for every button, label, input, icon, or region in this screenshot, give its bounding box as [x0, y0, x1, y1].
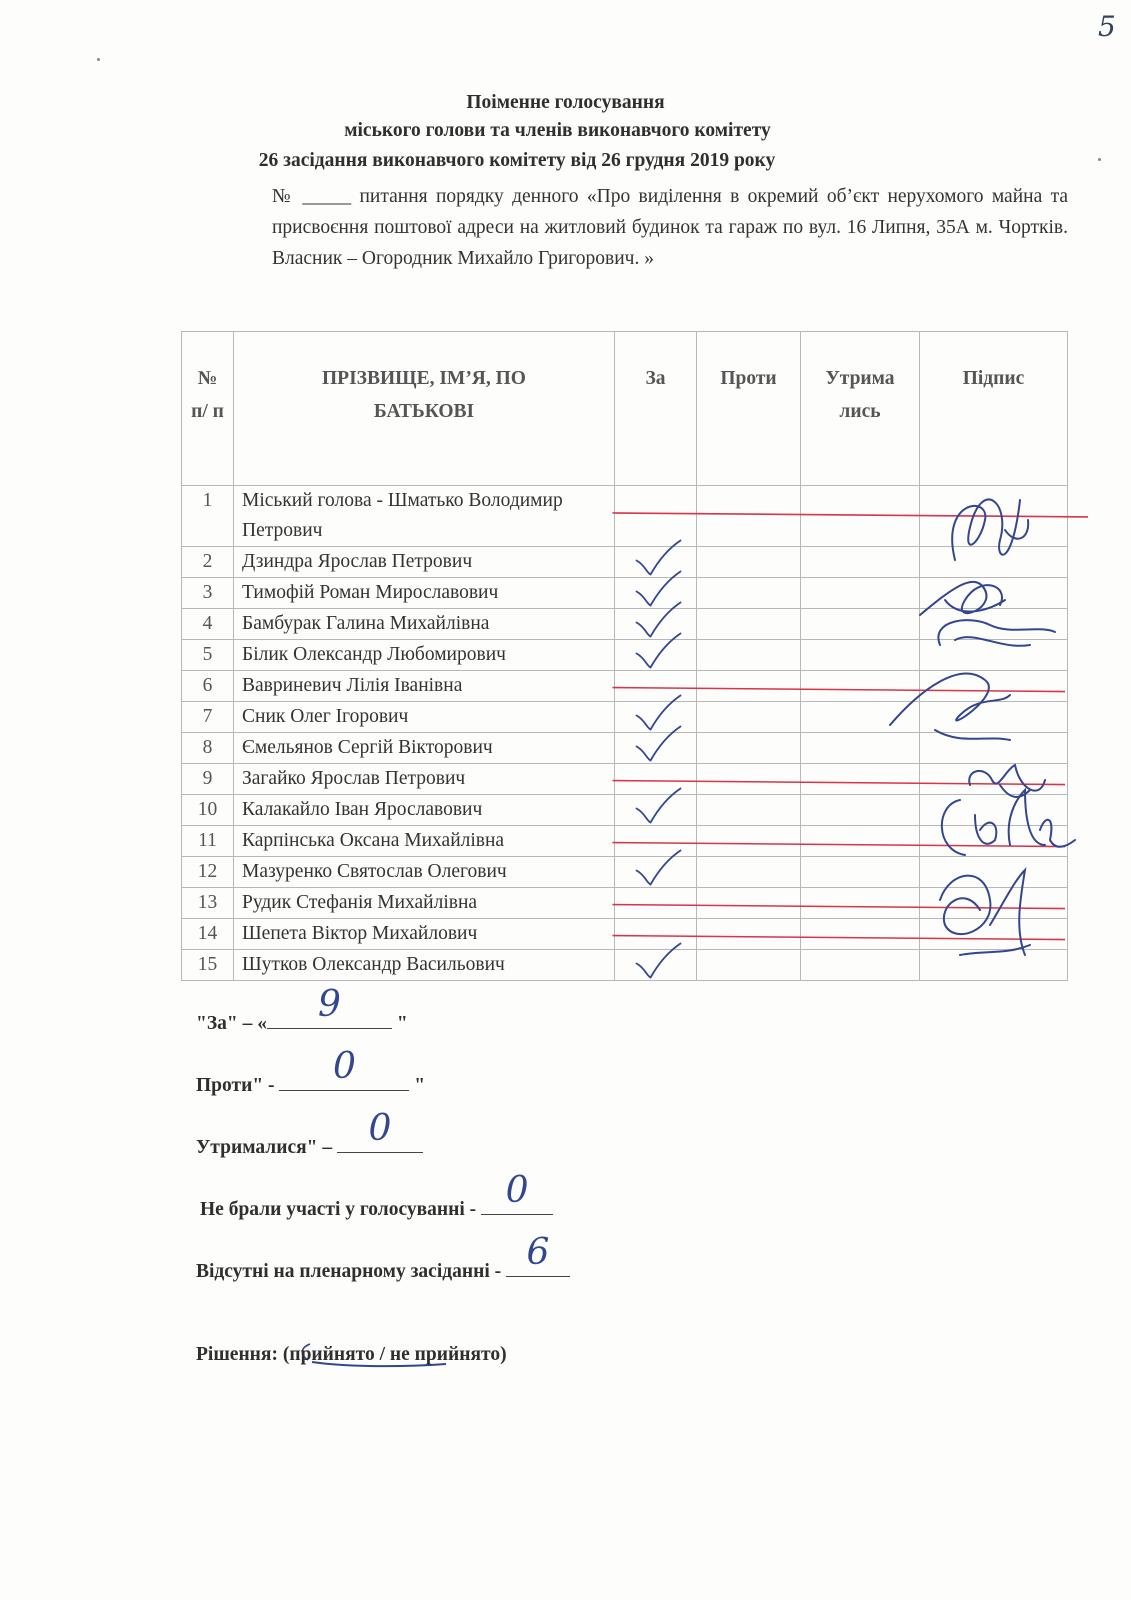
vote-for-cell — [615, 486, 697, 547]
summary-not-voted-blank — [481, 1170, 553, 1215]
vote-for-cell — [615, 888, 697, 919]
member-name: Карпінська Оксана Михайлівна — [234, 826, 615, 857]
signature-cell — [920, 486, 1068, 547]
table-row — [182, 671, 1068, 702]
member-name: Тимофій Роман Мирославович — [234, 578, 615, 609]
summary-for-close: " — [396, 1013, 408, 1034]
row-number: 7 — [182, 702, 234, 733]
vote-for-cell — [615, 950, 697, 981]
summary-absent-label: Відсутні на пленарному засіданні - — [196, 1261, 502, 1282]
member-name: Міський голова - Шматько Володимир Петрович — [234, 486, 615, 547]
vote-against-cell — [697, 919, 801, 950]
vote-abstain-cell — [801, 826, 920, 857]
vote-against-cell — [697, 733, 801, 764]
summary-not-voted-value: 0 — [505, 1170, 529, 1211]
vote-abstain-cell — [801, 640, 920, 671]
signature-cell — [920, 578, 1068, 609]
vote-abstain-cell — [801, 671, 920, 702]
header-num: № п/ п — [182, 332, 234, 486]
vote-for-cell — [615, 640, 697, 671]
summary-for-label: "За" – « — [196, 1013, 267, 1034]
table-row — [182, 795, 1068, 826]
signature-cell — [920, 671, 1068, 702]
table-row — [182, 919, 1068, 950]
vote-for-cell — [615, 826, 697, 857]
summary-for — [196, 984, 408, 1035]
member-name: Дзиндра Ярослав Петрович — [234, 547, 615, 578]
vote-against-cell — [697, 486, 801, 547]
summary-abstain-label: Утрималися" – — [196, 1137, 333, 1158]
signature-cell — [920, 640, 1068, 671]
doc-title: Поіменне голосування — [466, 92, 665, 113]
table-row — [182, 764, 1068, 795]
vote-against-cell — [697, 795, 801, 826]
row-number: 10 — [182, 795, 234, 826]
member-name: Сник Олег Ігорович — [234, 702, 615, 733]
vote-against-cell — [697, 857, 801, 888]
signature-cell — [920, 919, 1068, 950]
vote-abstain-cell — [801, 578, 920, 609]
agenda-item: № _____ питання порядку денного «Про виділення в окремий об’єкт нерухомого майна та присвоєння поштової адреси на житловий будинок та гараж по вул. 16 Липня, 35А м. Чортків. Власник – Огородник Михайло Григорович. » — [272, 186, 1068, 269]
signature-cell — [920, 826, 1068, 857]
member-name: Ємельянов Сергій Вікторович — [234, 733, 615, 764]
table-row — [182, 547, 1068, 578]
row-number: 4 — [182, 609, 234, 640]
row-number: 1 — [182, 486, 234, 547]
scan-speck — [97, 58, 100, 61]
signature-cell — [920, 702, 1068, 733]
vote-against-cell — [697, 547, 801, 578]
vote-abstain-cell — [801, 609, 920, 640]
member-name: Шутков Олександр Васильович — [234, 950, 615, 981]
table-row — [182, 578, 1068, 609]
summary-against — [196, 1046, 426, 1097]
row-number: 5 — [182, 640, 234, 671]
vote-for-cell — [615, 578, 697, 609]
vote-for-cell — [615, 671, 697, 702]
table-row — [182, 733, 1068, 764]
vote-against-cell — [697, 826, 801, 857]
vote-for-cell — [615, 609, 697, 640]
summary-for-blank — [267, 984, 392, 1029]
member-name: Шепета Віктор Михайлович — [234, 919, 615, 950]
summary-not-voted-label: Не брали участі у голосуванні - — [200, 1199, 477, 1220]
vote-for-cell — [615, 547, 697, 578]
signature-cell — [920, 733, 1068, 764]
summary-for-value: 9 — [318, 984, 341, 1025]
signature-cell — [920, 950, 1068, 981]
summary-abstain-blank — [337, 1108, 423, 1153]
signature-cell — [920, 857, 1068, 888]
row-number: 6 — [182, 671, 234, 702]
member-name: Вавриневич Лілія Іванівна — [234, 671, 615, 702]
vote-abstain-cell — [801, 486, 920, 547]
row-number: 15 — [182, 950, 234, 981]
vote-abstain-cell — [801, 857, 920, 888]
decision — [196, 1344, 507, 1366]
row-number: 14 — [182, 919, 234, 950]
vote-against-cell — [697, 578, 801, 609]
vote-against-cell — [697, 950, 801, 981]
summary-absent-blank — [506, 1232, 570, 1277]
header-signature: Підпис — [920, 332, 1068, 486]
summary-against-close: " — [414, 1075, 426, 1096]
summary-against-blank — [279, 1046, 409, 1091]
scan-speck — [1098, 158, 1101, 161]
summary-not-voted — [200, 1170, 553, 1221]
row-number: 12 — [182, 857, 234, 888]
vote-table — [181, 331, 1068, 981]
vote-against-cell — [697, 671, 801, 702]
header-against: Проти — [697, 332, 801, 486]
page-number: 5 — [1098, 10, 1116, 43]
member-name: Загайко Ярослав Петрович — [234, 764, 615, 795]
signature-cell — [920, 547, 1068, 578]
vote-for-cell — [615, 919, 697, 950]
vote-for-cell — [615, 857, 697, 888]
table-row — [182, 826, 1068, 857]
header-for: За — [615, 332, 697, 486]
summary-against-value: 0 — [332, 1046, 356, 1087]
decision-label: Рішення: — [196, 1344, 278, 1365]
signature-cell — [920, 609, 1068, 640]
table-row — [182, 609, 1068, 640]
row-number: 2 — [182, 547, 234, 578]
vote-abstain-cell — [801, 764, 920, 795]
vote-abstain-cell — [801, 950, 920, 981]
row-number: 11 — [182, 826, 234, 857]
decision-options: (прийнято / не прийнято) — [282, 1344, 507, 1365]
vote-abstain-cell — [801, 547, 920, 578]
vote-abstain-cell — [801, 919, 920, 950]
vote-abstain-cell — [801, 795, 920, 826]
table-row — [182, 486, 1068, 547]
member-name: Калакайло Іван Ярославович — [234, 795, 615, 826]
vote-abstain-cell — [801, 888, 920, 919]
vote-against-cell — [697, 640, 801, 671]
doc-subtitle: міського голови та членів виконавчого комітету — [344, 120, 771, 141]
signature-cell — [920, 888, 1068, 919]
vote-for-cell — [615, 733, 697, 764]
summary-against-label: Проти" - — [196, 1075, 275, 1096]
member-name: Мазуренко Святослав Олегович — [234, 857, 615, 888]
vote-for-cell — [615, 702, 697, 733]
vote-against-cell — [697, 888, 801, 919]
vote-against-cell — [697, 702, 801, 733]
header-name: ПРІЗВИЩЕ, ІМ’Я, ПО БАТЬКОВІ — [234, 332, 615, 486]
vote-abstain-cell — [801, 733, 920, 764]
doc-session: 26 засідання виконавчого комітету від 26 грудня 2019 року — [258, 150, 776, 171]
header-abstain: Утрима лись — [801, 332, 920, 486]
summary-absent-value: 6 — [526, 1232, 550, 1273]
table-row — [182, 950, 1068, 981]
vote-abstain-cell — [801, 702, 920, 733]
table-row — [182, 857, 1068, 888]
vote-for-cell — [615, 764, 697, 795]
table-row — [182, 640, 1068, 671]
summary-abstain — [196, 1108, 423, 1159]
member-name: Бамбурак Галина Михайлівна — [234, 609, 615, 640]
summary-abstain-value: 0 — [368, 1108, 392, 1149]
vote-for-cell — [615, 795, 697, 826]
member-name: Рудик Стефанія Михайлівна — [234, 888, 615, 919]
summary-absent — [196, 1232, 570, 1283]
row-number: 8 — [182, 733, 234, 764]
table-row — [182, 888, 1068, 919]
row-number: 13 — [182, 888, 234, 919]
row-number: 9 — [182, 764, 234, 795]
vote-against-cell — [697, 764, 801, 795]
vote-against-cell — [697, 609, 801, 640]
signature-cell — [920, 795, 1068, 826]
table-row — [182, 702, 1068, 733]
row-number: 3 — [182, 578, 234, 609]
member-name: Білик Олександр Любомирович — [234, 640, 615, 671]
signature-cell — [920, 764, 1068, 795]
